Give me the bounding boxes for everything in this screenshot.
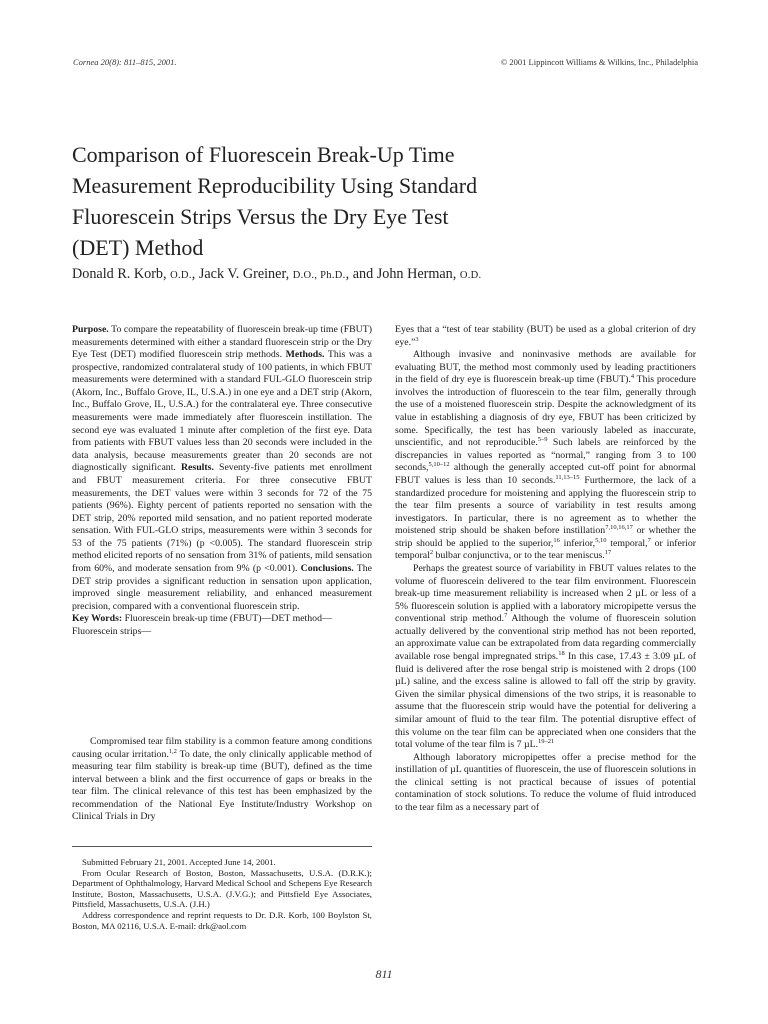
abstract-conclusions-label: Conclusions. [300, 562, 354, 574]
running-header-copyright: © 2001 Lippincott Williams & Wilkins, Inc., Philadelphia [500, 57, 698, 67]
reference-citation: 5–9 [537, 436, 548, 444]
author-degree: O.D. [459, 270, 482, 281]
body-text: This procedure involves the introduction of fluorescein to the tear film, generally through the use of a moistened fluorescein strip. Despite the acknowledgment of its value in establishing a diagnosis of dry eye, FBUT has been criticized by some. Specifically, the test has been variously labeled as inaccurate, unscientific, and not reproducible. [395, 374, 696, 449]
footnotes [72, 857, 372, 931]
reference-citation: 5,10 [595, 536, 607, 544]
body-paragraph [395, 563, 696, 752]
reference-citation: 7 [504, 612, 508, 620]
author-name: , and John Herman, [345, 266, 460, 282]
body-text: Such labels are reinforced by the discrepancies in values reported as “normal,” ranging from 3 to 100 seconds, [395, 437, 696, 474]
abstract-results-label: Results. [180, 462, 214, 474]
body-text: or inferior temporal [395, 537, 696, 562]
title-line: Comparison of Fluorescein Break-Up Time [72, 142, 455, 167]
reference-citation: 17 [604, 549, 612, 557]
reference-citation: 18 [558, 650, 565, 658]
abstract-purpose-text: To compare the repeatability of fluorescein break-up time (FBUT) measurements determined with either a standard fluorescein strip or the Dry Eye Test (DET) modified fluorescein strip methods. [72, 324, 372, 361]
reference-citation: 11,13–15 [555, 473, 580, 481]
body-paragraph [395, 349, 696, 563]
reference-citation: 2 [429, 549, 434, 557]
body-text: Compromised tear film stability is a common feature among conditions causing ocular irritation. [72, 736, 372, 760]
body-paragraph [395, 324, 696, 349]
body-text: Although invasive and noninvasive methods are available for evaluating BUT, the method most commonly used by leading practitioners in the field of dry eye is fluorescein break-up time (FBUT). [395, 349, 696, 386]
body-paragraph [72, 736, 372, 824]
author-degree: D.O., Ph.D. [292, 270, 346, 281]
reference-citation: 7,10,16,17 [605, 524, 633, 532]
page-number: 811 [375, 967, 393, 981]
key-words-label: Key Words: [72, 613, 123, 625]
body-text: or whether the strip should be applied to the superior, [395, 525, 697, 549]
abstract-methods-text: This was a prospective, randomized contralateral study of 100 patients, in which FBUT measurements were determined with a standard FUL-GLO fluorescein strip (Akorn, Inc., Buffalo Grove, IL, U.S.A.) in one eye and a DET strip (Akorn, Inc., Buffalo Grove, IL, U.S.A.) for the contralateral eye. Three consecutive measurements were made immediately after fluorescein instillation. The second eye was evaluated 1 minute after completion of the first eye. Data from patients with FBUT values less than 20 seconds were included in the data analysis, because measurements greater than 20 seconds are not diagnostically significant. [72, 349, 372, 474]
body-text: Perhaps the greatest source of variability in FBUT values relates to the volume of fluorescein delivered to the tear film environment. Fluorescein break-up time measurement reliability is increased when 2 µL or less of a 5% fluorescein solution is applied with a laboratory micropipette versus the conventional strip method. [395, 562, 696, 625]
body-text: Although the volume of fluorescein solution actually delivered by the conventional strip method has not been reported, an approximate value can be extrapolated from data regarding commercially available rose bengal impregnated strips. [395, 613, 696, 663]
title-line: Fluorescein Strips Versus the Dry Eye Test [72, 204, 449, 229]
body-text: Furthermore, the lack of a standardized procedure for moistening and applying the fluorescein strip to the tear film presents a source of variability in test results among investigators. In particular, there is no agreement as to whether the moistened strip should be shaken before instillation [395, 474, 696, 537]
body-text: Eyes that a “test of tear stability (BUT) be used as a global criterion of dry eye.” [395, 324, 696, 348]
body-paragraph [395, 752, 696, 815]
reference-citation: 7 [647, 536, 651, 544]
key-words [72, 613, 372, 638]
body-text: In this case, 17.43 ± 3.09 µL of fluid is delivered after the rose bengal strip is moistened with 2 drops (100 µL) saline, and the excess saline is allowed to fall off the strip by gravity. Given the similar physical dimensions of the two strips, it is reasonable to assume that the fluorescein strip would have the potential for delivering a similar amount of fluid to the tear film. The potential disruptive effect of this volume on the tear film can be appreciated when one considers that the total volume of the tear film is 7 µL. [395, 651, 696, 751]
reference-citation: 19–21 [538, 738, 555, 746]
reference-citation: 16 [553, 536, 560, 544]
key-words-text: Fluorescein break-up time (FBUT)—DET method—Fluorescein strips— [72, 613, 332, 637]
author-name: , Jack V. Greiner, [191, 266, 293, 282]
author-degree: O.D. [170, 270, 192, 281]
abstract-results-text: Seventy-five patients met enrollment and FBUT measurement criteria. For three consecutive FBUT measurements, the DET values were within 3 seconds for 72 of the 75 patients (96%). Eighty percent of patients reported no sensation with the DET strip, 20% reported mild sensation, and no patient reported moderate sensation. With FUL-GLO strips, measurements were within 3 seconds for 53 of the 75 patients (71%) (p <0.005). The standard fluorescein strip method elicited reports of no sensation from 31% of patients, mild sensation from 60%, and moderate sensation from 9% (p <0.001). [72, 462, 372, 574]
running-header-citation: Cornea 20(8): 811–815, 2001. [73, 57, 177, 67]
reference-citation: 1,2 [168, 747, 177, 755]
author-list [72, 266, 692, 283]
body-text: Although laboratory micropipettes offer a precise method for the instillation of µL quantities of fluorescein, the use of fluorescein solutions in the clinical setting is not practical because of issues of potential contamination of stock solutions. To reduce the volume of fluid introduced to the tear film as a necessary part of [395, 751, 696, 813]
body-right-column [395, 324, 696, 815]
author-name: Donald R. Korb, [72, 266, 171, 282]
article-title [72, 139, 532, 263]
footnote-submitted: Submitted February 21, 2001. Accepted June 14, 2001. [82, 857, 276, 867]
reference-citation: 4 [630, 373, 635, 381]
title-line: (DET) Method [72, 235, 204, 260]
abstract-paragraph [72, 324, 372, 613]
abstract-purpose-label: Purpose. [72, 324, 109, 335]
body-text: To date, the only clinically applicable method of measuring tear film stability is break-up time (BUT), defined as the time interval between a blink and the first occurrence of gaps or breaks in the tear film. The clinical relevance of this test has been emphasized by the recommendation of the National Eye Institute/Industry Workshop on Clinical Trials in Dry [72, 748, 372, 823]
abstract-methods-label: Methods. [285, 349, 325, 361]
abstract [72, 324, 372, 638]
title-line: Measurement Reproducibility Using Standard [72, 173, 478, 198]
footnote-divider [72, 846, 372, 847]
footnote-affiliations: From Ocular Research of Boston, Boston, Massachusetts, U.S.A. (D.R.K.); Department of Ophthalmology, Harvard Medical School and Schepens Eye Research Institute, Boston, Massachusetts, U.S.A. (J.V.G.); and Pittsfield Eye Associates, Pittsfield, Massachusetts, U.S.A. (J.H.) [72, 867, 372, 910]
body-text: inferior, [559, 537, 596, 549]
body-text: although the generally accepted cut-off point for abnormal FBUT values is less than 10 seconds. [395, 462, 696, 486]
body-text: bulbar conjunctiva, or to the tear meniscus. [433, 550, 605, 562]
reference-citation: 3 [415, 335, 419, 343]
body-left-column [72, 736, 372, 824]
reference-citation: 5,10–12 [428, 461, 450, 469]
body-text: temporal, [606, 537, 648, 549]
footnote-correspondence: Address correspondence and reprint requests to Dr. D.R. Korb, 100 Boylston St, Boston, MA 02116, U.S.A. E-mail: drk@aol.com [72, 909, 372, 931]
abstract-conclusions-text: The DET strip provides a significant reduction in sensation upon application, improved single measurement reliability, and enhanced measurement precision, compared with a conventional fluorescein strip. [72, 562, 372, 612]
